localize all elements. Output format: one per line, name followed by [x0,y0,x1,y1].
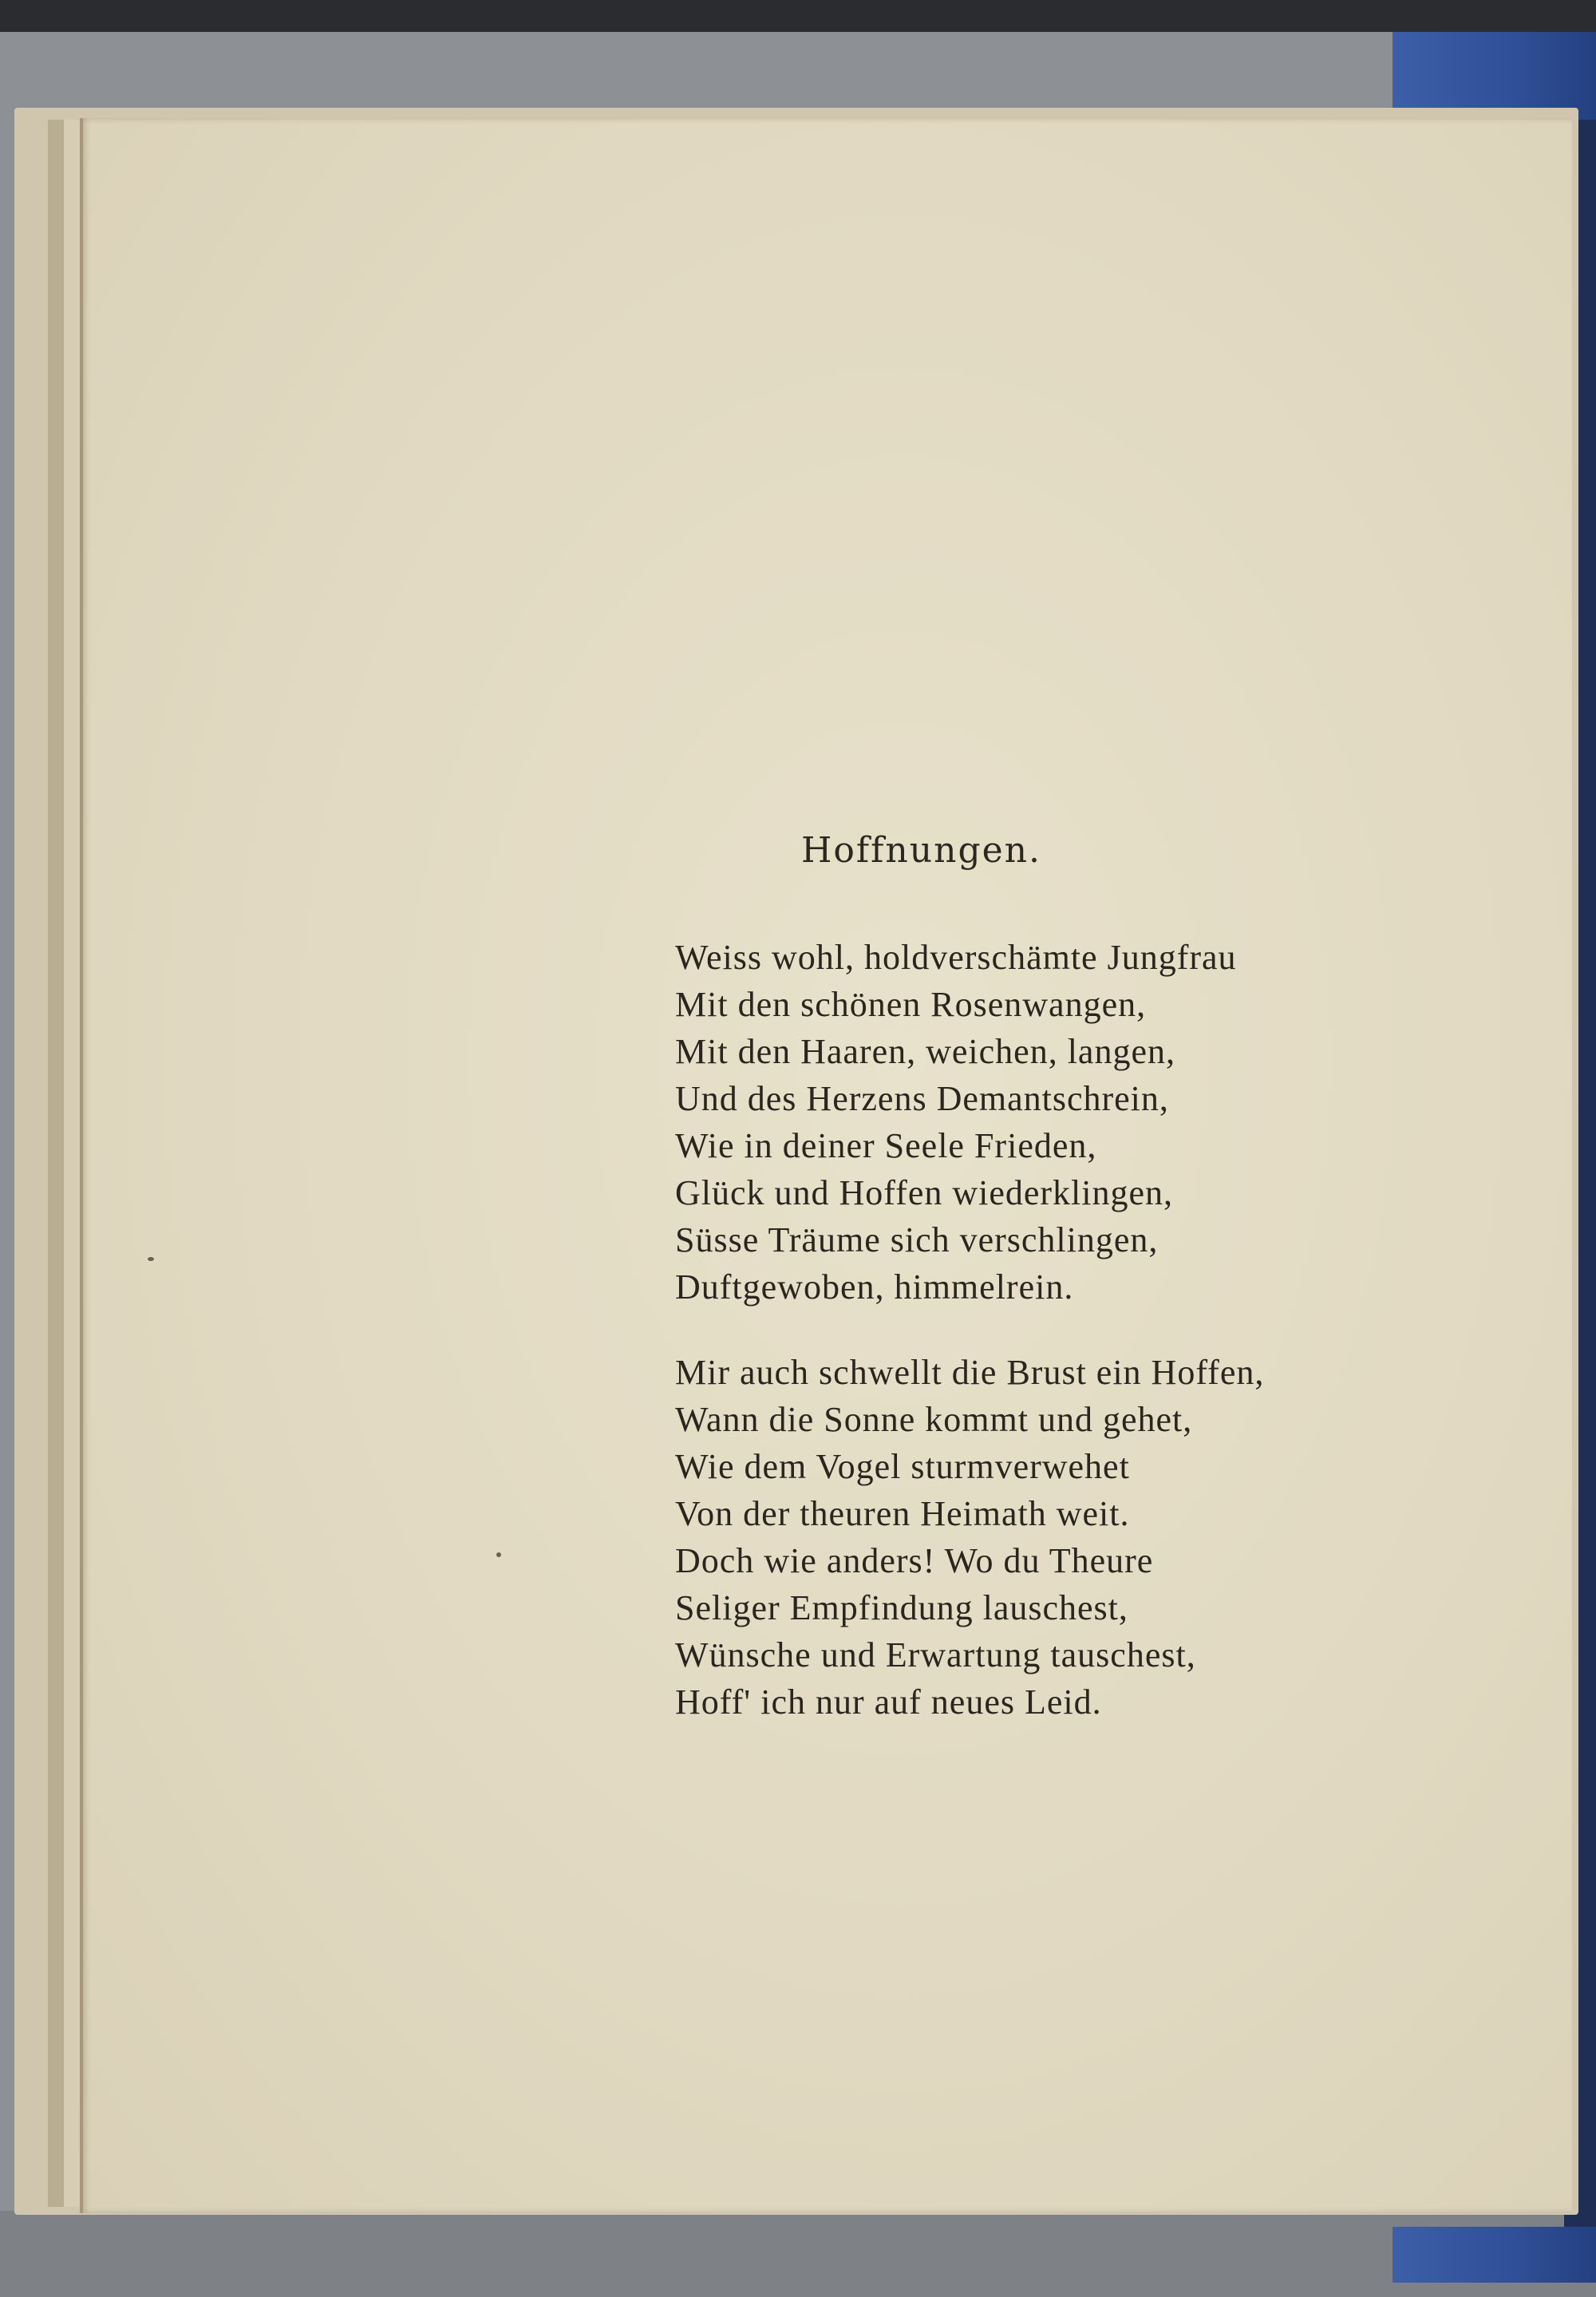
poem-line: Mir auch schwellt die Brust ein Hoffen, [675,1353,1265,1392]
poem-line: Glück und Hoffen wiederklingen, [675,1173,1174,1212]
page-fold-line [80,118,83,2213]
poem-line: Doch wie anders! Wo du Theure [675,1541,1154,1580]
poem-line: Wie in deiner Seele Frieden, [675,1126,1097,1165]
poem-line: Duftgewoben, himmelrein. [675,1267,1074,1307]
poem-line: Süsse Träume sich verschlingen, [675,1220,1159,1259]
poem-line: Von der theuren Heimath weit. [675,1494,1130,1533]
stanza-2 [675,1349,1264,1726]
poem-line: Mit den Haaren, weichen, langen, [675,1032,1175,1071]
poem-line: Mit den schönen Rosenwangen, [675,985,1147,1024]
poem-title: Hoffnungen. [801,830,1041,871]
poem-line: Und des Herzens Demantschrein, [675,1079,1169,1118]
paper-speck [496,1552,501,1557]
poem-line: Weiss wohl, holdverschämte Jungfrau [675,938,1237,977]
book-board-bottom [0,2211,1596,2297]
paper-speck [148,1257,154,1261]
scan-top-edge [0,0,1596,34]
poem-line: Wünsche und Erwartung tauschest, [675,1635,1196,1674]
cloth-cover-bottom [1393,2227,1596,2283]
poem-line: Seliger Empfindung lauschest, [675,1588,1128,1627]
stanza-1 [675,934,1237,1311]
poem-line: Hoff' ich nur auf neues Leid. [675,1682,1102,1722]
poem-line: Wie dem Vogel sturmverwehet [675,1447,1130,1486]
poem-line: Wann die Sonne kommt und gehet, [675,1400,1193,1439]
